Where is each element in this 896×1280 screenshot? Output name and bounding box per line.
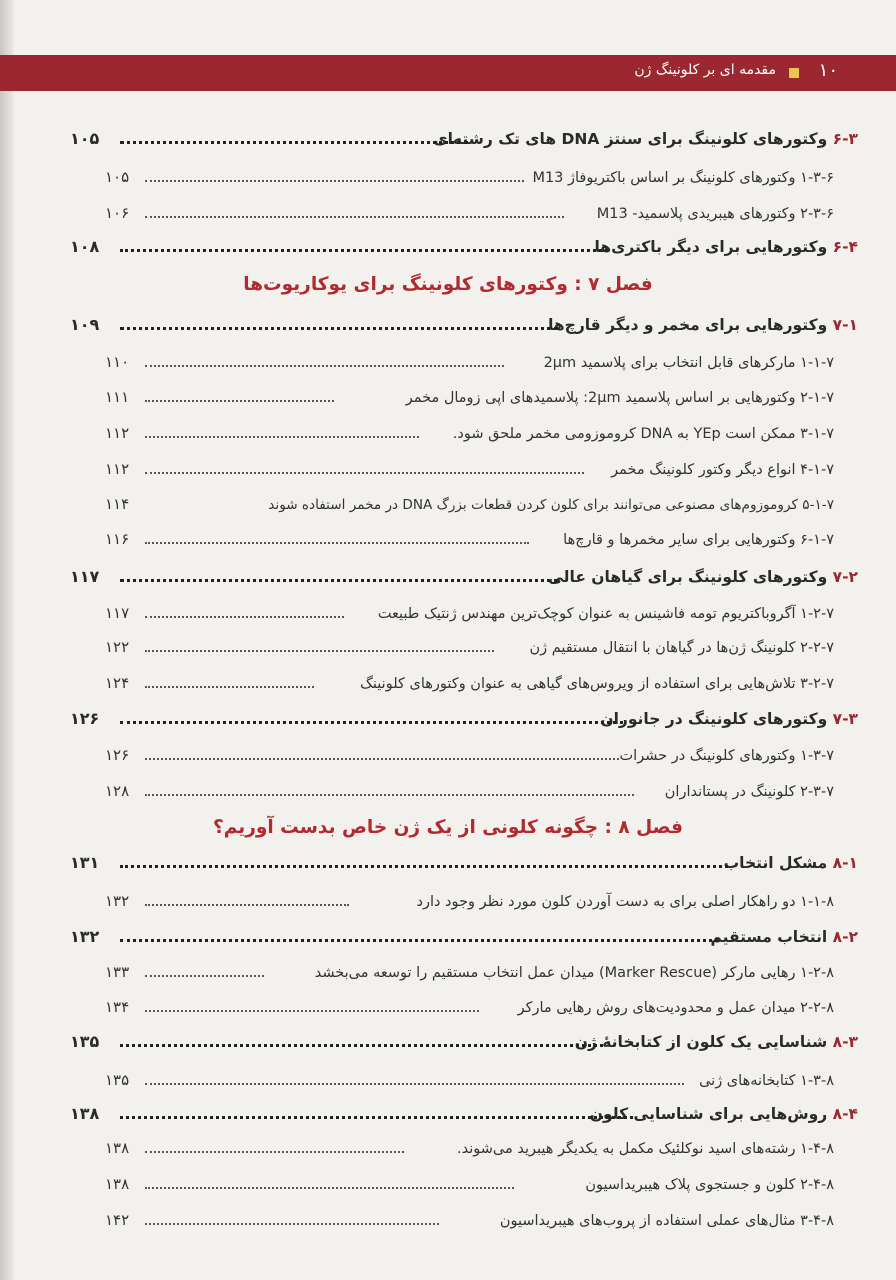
entry-title: ۲-۲-۷ کلونینگ ژن‌ها در گیاهان با انتقال مستقیم ژن (529, 640, 834, 656)
entry-page: ۱۳۸ (105, 1139, 130, 1157)
entry-page: ۱۱۶ (105, 530, 130, 548)
entry-page: ۱۳۸ (70, 1104, 100, 1123)
toc-entry-7-1-2 (105, 380, 834, 410)
entry-page: ۱۱۴ (105, 495, 130, 513)
page-binding-edge (0, 0, 14, 1280)
entry-title: ۴-۱-۷ انواع دیگر وکتور کلونینگ مخمر (611, 462, 834, 478)
entry-page: ۱۳۸ (105, 1175, 130, 1193)
entry-title: ۲-۳-۷ کلونینگ در پستانداران (664, 784, 834, 800)
entry-title: وکتورهایی برای دیگر باکتری‌ها (594, 238, 828, 256)
entry-title: وکتورهای کلونینگ در جانوران (600, 710, 828, 728)
section-number: ۶-۴ (832, 238, 858, 256)
toc-entry-7-2-2 (105, 630, 834, 660)
entry-title: ۲-۲-۸ میدان عمل و محدودیت‌های روش رهایی مارکر (517, 1000, 834, 1016)
entry-title: ۳-۴-۸ مثال‌های عملی استفاده از پروب‌های هیبریداسیون (499, 1213, 834, 1229)
entry-page: ۱۰۹ (70, 315, 100, 334)
dot-leader (145, 758, 619, 760)
dot-leader (120, 141, 468, 144)
entry-title: وکتورهای کلونینگ برای سنتز DNA های تک رشته‌ای (433, 130, 828, 148)
entry-page: ۱۳۵ (70, 1032, 100, 1051)
dot-leader (145, 180, 524, 182)
entry-title: ۱-۲-۷ آگروباکتریوم تومه فاشینس به عنوان کوچک‌ترین مهندس ژنتیک طبیعت (377, 606, 834, 622)
entry-page: ۱۰۶ (105, 204, 130, 222)
entry-page: ۱۳۵ (105, 1071, 130, 1089)
dot-leader (120, 939, 718, 942)
toc-entry-8-2-2 (105, 990, 834, 1020)
entry-page: ۱۲۴ (105, 674, 130, 692)
entry-title: ۲-۱-۷ وکتورهایی بر اساس پلاسمید 2µm: پلاسمیدهای اپی زومال مخمر (405, 390, 834, 406)
toc-entry-7-1-1 (105, 345, 834, 375)
toc-entry-8-1 (70, 846, 858, 876)
entry-page: ۱۳۲ (105, 892, 130, 910)
header-square-icon (789, 68, 799, 78)
running-title: مقدمه ای بر کلونینگ ژن (634, 62, 776, 78)
section-number: ۸-۴ (832, 1105, 858, 1123)
chapter-7-title: فصل ۷ : وکتورهای کلونینگ برای یوکاریوت‌ها (243, 274, 653, 295)
dot-leader (145, 1223, 439, 1225)
dot-leader (145, 616, 344, 618)
entry-page: ۱۳۳ (105, 963, 130, 981)
entry-title: ۱-۳-۷ وکتورهای کلونینگ در حشرات (619, 748, 834, 764)
entry-page: ۱۱۲ (105, 460, 130, 478)
toc-entry-8-3-1 (105, 1063, 834, 1093)
section-number: ۷-۲ (832, 568, 858, 586)
entry-page: ۱۱۱ (105, 388, 130, 406)
dot-leader (120, 1116, 633, 1119)
entry-title: ۵-۱-۷ کروموزوم‌های مصنوعی می‌توانند برای کلون کردن قطعات بزرگ DNA در مخمر استفاده شوند (268, 497, 834, 513)
dot-leader (145, 904, 349, 906)
entry-page: ۱۲۲ (105, 638, 130, 656)
entry-page: ۱۱۲ (105, 424, 130, 442)
dot-leader (145, 1151, 404, 1153)
toc-entry-7-2-3 (105, 666, 834, 696)
entry-title: ۱-۱-۷ مارکرهای قابل انتخاب برای پلاسمید 2µm (543, 355, 834, 371)
toc-entry-7-1-5 (105, 487, 834, 517)
entry-page: ۱۱۰ (105, 353, 130, 371)
entry-title: ۱-۲-۸ رهایی مارکر (Marker Rescue) میدان عمل انتخاب مستقیم را توسعه می‌بخشد (314, 965, 834, 981)
entry-title: وکتورهایی برای مخمر و دیگر قارچ‌ها (548, 316, 828, 334)
entry-page: ۱۲۶ (70, 709, 100, 728)
dot-leader (145, 975, 264, 977)
entry-title: مشکل انتخاب (723, 854, 828, 872)
dot-leader (145, 542, 529, 544)
toc-entry-6-3 (70, 122, 858, 152)
entry-page: ۱۰۵ (70, 129, 100, 148)
entry-title: ۶-۱-۷ وکتورهایی برای سایر مخمرها و قارچ‌ها (563, 532, 834, 548)
entry-title: ۳-۲-۷ تلاش‌هایی برای استفاده از ویروس‌های گیاهی به عنوان وکتورهای کلونینگ (359, 676, 834, 692)
section-number: ۸-۱ (832, 854, 858, 872)
dot-leader (120, 579, 558, 582)
toc-entry-7-2-1 (105, 596, 834, 626)
toc-entry-7-1-6 (105, 522, 834, 552)
section-number: ۷-۳ (832, 710, 858, 728)
entry-page: ۱۱۷ (105, 604, 130, 622)
entry-title: روش‌هایی برای شناسایی کلون (589, 1105, 828, 1123)
section-number: ۸-۲ (832, 928, 858, 946)
dot-leader (145, 472, 584, 474)
toc-entry-8-3 (70, 1025, 858, 1055)
toc-entry-8-1-1 (105, 884, 834, 914)
dot-leader (120, 721, 623, 724)
dot-leader (145, 436, 419, 438)
section-number: ۷-۱ (832, 316, 858, 334)
toc-entry-7-2 (70, 560, 858, 590)
toc-entry-7-1-4 (105, 452, 834, 482)
toc-entry-6-3-1 (105, 160, 834, 190)
toc-entry-8-4 (70, 1097, 858, 1127)
entry-title: ۲-۴-۸ کلون و جستجوی پلاک هیبریداسیون (585, 1177, 834, 1193)
dot-leader (120, 865, 728, 868)
dot-leader (145, 1083, 684, 1085)
section-number: ۸-۳ (832, 1033, 858, 1051)
section-number: ۶-۳ (832, 130, 858, 148)
dot-leader (145, 686, 314, 688)
toc-entry-7-1 (70, 308, 858, 338)
toc-entry-7-3 (70, 702, 858, 732)
dot-leader (145, 216, 564, 218)
entry-page: ۱۲۸ (105, 782, 130, 800)
dot-leader (145, 1010, 479, 1012)
entry-title: شناسایی یک کلون از کتابخانهٔ ژن (574, 1033, 828, 1051)
entry-page: ۱۴۲ (105, 1211, 130, 1229)
dot-leader (145, 650, 494, 652)
dot-leader (120, 327, 558, 330)
entry-title: ۱-۴-۸ رشته‌های اسید نوکلئیک مکمل به یکدیگر هیبرید می‌شوند. (457, 1141, 834, 1157)
entry-page: ۱۱۷ (70, 567, 100, 586)
entry-page: ۱۲۶ (105, 746, 130, 764)
toc-entry-8-4-2 (105, 1167, 834, 1197)
entry-page: ۱۳۱ (70, 853, 100, 872)
entry-title: ۱-۳-۶ وکتورهای کلونینگ بر اساس باکتریوفاژ M13 (532, 170, 834, 186)
toc-entry-8-2-1 (105, 955, 834, 985)
toc-entry-8-2 (70, 920, 858, 950)
entry-page: ۱۰۵ (105, 168, 130, 186)
chapter-8-title: فصل ۸ : چگونه کلونی از یک ژن خاص بدست آوریم؟ (213, 817, 683, 838)
entry-page: ۱۳۲ (70, 927, 100, 946)
entry-title: ۱-۳-۸ کتابخانه‌های ژنی (699, 1073, 834, 1089)
dot-leader (120, 1044, 603, 1047)
entry-page: ۱۳۴ (105, 998, 130, 1016)
toc-entry-7-1-3 (105, 416, 834, 446)
dot-leader (145, 794, 634, 796)
dot-leader (145, 1187, 514, 1189)
toc-entry-7-3-1 (105, 738, 834, 768)
toc-entry-6-4 (70, 230, 858, 260)
entry-title: وکتورهای کلونینگ برای گیاهان عالی (548, 568, 828, 586)
entry-page: ۱۰۸ (70, 237, 100, 256)
toc-entry-8-4-3 (105, 1203, 834, 1233)
entry-title: انتخاب مستقیم (710, 928, 828, 946)
dot-leader (145, 400, 334, 402)
page-number: ۱۰ (818, 60, 838, 81)
entry-title: ۳-۱-۷ ممکن است YEp به DNA کروموزومی مخمر ملحق شود. (452, 426, 834, 442)
entry-title: ۲-۳-۶ وکتورهای هیبریدی پلاسمید- M13 (596, 206, 834, 222)
toc-entry-6-3-2 (105, 196, 834, 226)
entry-title: ۱-۱-۸ دو راهکار اصلی برای به دست آوردن کلون مورد نظر وجود دارد (416, 894, 834, 910)
dot-leader (120, 249, 608, 252)
toc-entry-7-3-2 (105, 774, 834, 804)
dot-leader (145, 365, 504, 367)
toc-entry-8-4-1 (105, 1131, 834, 1161)
